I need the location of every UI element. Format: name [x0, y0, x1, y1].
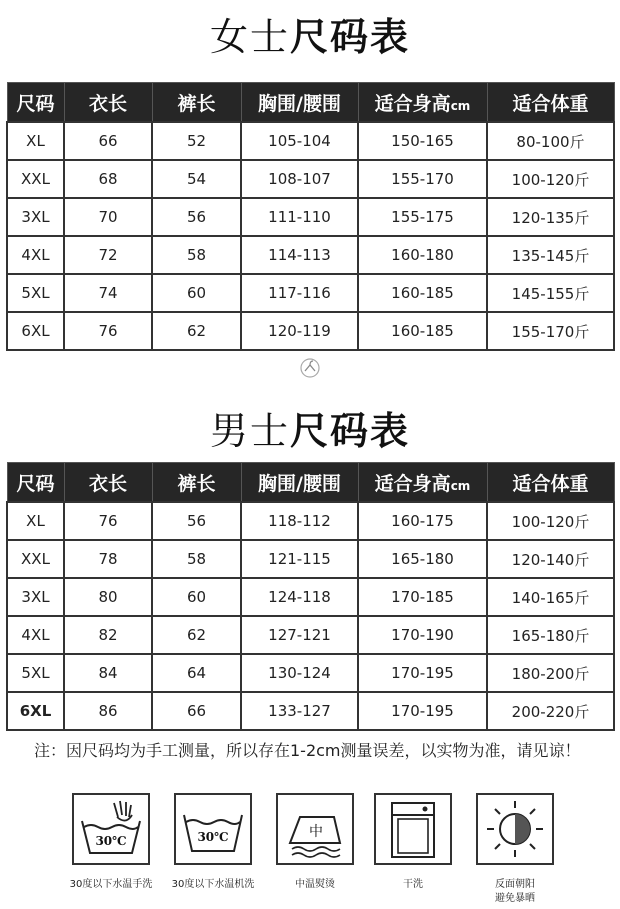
weight-cell: 80-100斤	[487, 122, 614, 160]
header-chest-waist: 胸围/腰围	[241, 463, 358, 503]
size-cell: 3XL	[7, 578, 64, 616]
header-size: 尺码	[7, 463, 64, 503]
iron-label: 中温熨烫	[295, 879, 335, 890]
weight-cell: 100-120斤	[487, 502, 614, 540]
header-length: 衣长	[64, 83, 152, 123]
length-cell: 76	[64, 312, 152, 350]
size-cell: XXL	[7, 160, 64, 198]
header-pants-length: 裤长	[152, 83, 241, 123]
header-weight: 适合体重	[487, 83, 614, 123]
length-cell: 76	[64, 502, 152, 540]
length-cell: 84	[64, 654, 152, 692]
chest-waist-cell: 114-113	[241, 236, 358, 274]
height-cell: 150-165	[358, 122, 487, 160]
hand-wash-temp: 30℃	[95, 834, 127, 848]
chest-waist-cell: 121-115	[241, 540, 358, 578]
height-cell: 160-185	[358, 312, 487, 350]
length-cell: 70	[64, 198, 152, 236]
weight-cell: 180-200斤	[487, 654, 614, 692]
header-length: 衣长	[64, 463, 152, 503]
pants-length-cell: 52	[152, 122, 241, 160]
chest-waist-cell: 133-127	[241, 692, 358, 730]
size-cell: 4XL	[7, 616, 64, 654]
table-row	[7, 160, 614, 198]
dry-clean-icon	[374, 793, 452, 865]
machine-wash-temp: 30℃	[197, 830, 229, 844]
table-row	[7, 540, 614, 578]
sun-avoid-label	[460, 878, 570, 906]
weight-cell: 100-120斤	[487, 160, 614, 198]
pants-length-cell: 64	[152, 654, 241, 692]
height-cell: 160-180	[358, 236, 487, 274]
length-cell: 68	[64, 160, 152, 198]
men-title-suffix: 尺码表	[290, 409, 411, 453]
pants-length-cell: 58	[152, 236, 241, 274]
machine-wash-label: 30度以下水温机洗	[171, 879, 255, 890]
women-title-prefix: 女士	[209, 15, 290, 59]
dry-clean-label: 干洗	[403, 879, 423, 890]
size-cell: XL	[7, 122, 64, 160]
chest-waist-cell: 127-121	[241, 616, 358, 654]
table-row	[7, 654, 614, 692]
women-size-chart-title	[0, 6, 620, 61]
height-cell: 170-195	[358, 654, 487, 692]
length-cell: 80	[64, 578, 152, 616]
size-cell: 5XL	[7, 654, 64, 692]
header-height-unit: cm	[450, 98, 471, 113]
weight-cell: 200-220斤	[487, 692, 614, 730]
table-row	[7, 236, 614, 274]
table-row	[7, 198, 614, 236]
header-height-label: 适合身高	[374, 472, 451, 495]
chest-waist-cell: 118-112	[241, 502, 358, 540]
pants-length-cell: 66	[152, 692, 241, 730]
chest-waist-cell: 117-116	[241, 274, 358, 312]
header-height	[358, 463, 487, 503]
size-cell: 6XL	[7, 312, 64, 350]
pants-length-cell: 56	[152, 502, 241, 540]
chest-waist-cell: 130-124	[241, 654, 358, 692]
table-row	[7, 578, 614, 616]
women-title-suffix: 尺码表	[290, 15, 411, 59]
header-height-unit: cm	[450, 478, 471, 493]
height-cell: 170-185	[358, 578, 487, 616]
pants-length-cell: 58	[152, 540, 241, 578]
men-size-table	[6, 462, 615, 731]
weight-cell: 140-165斤	[487, 578, 614, 616]
height-cell: 160-185	[358, 274, 487, 312]
size-cell: 3XL	[7, 198, 64, 236]
chest-waist-cell: 108-107	[241, 160, 358, 198]
chest-waist-cell: 105-104	[241, 122, 358, 160]
chest-waist-cell: 124-118	[241, 578, 358, 616]
table-row	[7, 122, 614, 160]
weight-cell: 155-170斤	[487, 312, 614, 350]
table-row	[7, 616, 614, 654]
header-weight: 适合体重	[487, 463, 614, 503]
pants-length-cell: 60	[152, 578, 241, 616]
hanger-divider-icon	[298, 356, 322, 380]
height-cell: 165-180	[358, 540, 487, 578]
table-header-row	[7, 83, 614, 123]
weight-cell: 120-135斤	[487, 198, 614, 236]
weight-cell: 165-180斤	[487, 616, 614, 654]
hand-wash-icon	[72, 793, 150, 865]
pants-length-cell: 62	[152, 312, 241, 350]
size-cell: 6XL	[7, 692, 64, 730]
length-cell: 86	[64, 692, 152, 730]
height-cell: 170-190	[358, 616, 487, 654]
measurement-note: 注：因尺码均为手工测量，所以存在1-2cm测量误差，以实物为准，请见谅！	[34, 741, 581, 760]
height-cell: 155-170	[358, 160, 487, 198]
size-cell: 5XL	[7, 274, 64, 312]
weight-cell: 120-140斤	[487, 540, 614, 578]
pants-length-cell: 62	[152, 616, 241, 654]
men-size-chart-title	[0, 400, 620, 455]
hand-wash-label: 30度以下水温手洗	[69, 879, 153, 890]
height-cell: 160-175	[358, 502, 487, 540]
sun-avoid-label-line2: 避免暴晒	[495, 893, 535, 904]
header-height	[358, 83, 487, 123]
length-cell: 74	[64, 274, 152, 312]
table-header-row	[7, 463, 614, 503]
header-height-label: 适合身高	[374, 92, 451, 115]
header-size: 尺码	[7, 83, 64, 123]
length-cell: 72	[64, 236, 152, 274]
table-row	[7, 502, 614, 540]
iron-icon	[276, 793, 354, 865]
table-row	[7, 312, 614, 350]
chest-waist-cell: 111-110	[241, 198, 358, 236]
header-pants-length: 裤长	[152, 463, 241, 503]
header-chest-waist: 胸围/腰围	[241, 83, 358, 123]
machine-wash-icon	[174, 793, 252, 865]
length-cell: 66	[64, 122, 152, 160]
size-cell: 4XL	[7, 236, 64, 274]
height-cell: 155-175	[358, 198, 487, 236]
men-title-prefix: 男士	[209, 409, 290, 453]
sun-avoid-label-line1: 反面朝阳	[495, 879, 535, 890]
pants-length-cell: 56	[152, 198, 241, 236]
table-row	[7, 274, 614, 312]
size-cell: XXL	[7, 540, 64, 578]
length-cell: 82	[64, 616, 152, 654]
weight-cell: 145-155斤	[487, 274, 614, 312]
length-cell: 78	[64, 540, 152, 578]
sun-avoid-icon	[476, 793, 554, 865]
size-cell: XL	[7, 502, 64, 540]
iron-temp-char: 中	[309, 824, 323, 840]
women-size-table	[6, 82, 615, 351]
pants-length-cell: 60	[152, 274, 241, 312]
pants-length-cell: 54	[152, 160, 241, 198]
chest-waist-cell: 120-119	[241, 312, 358, 350]
weight-cell: 135-145斤	[487, 236, 614, 274]
height-cell: 170-195	[358, 692, 487, 730]
table-row	[7, 692, 614, 730]
